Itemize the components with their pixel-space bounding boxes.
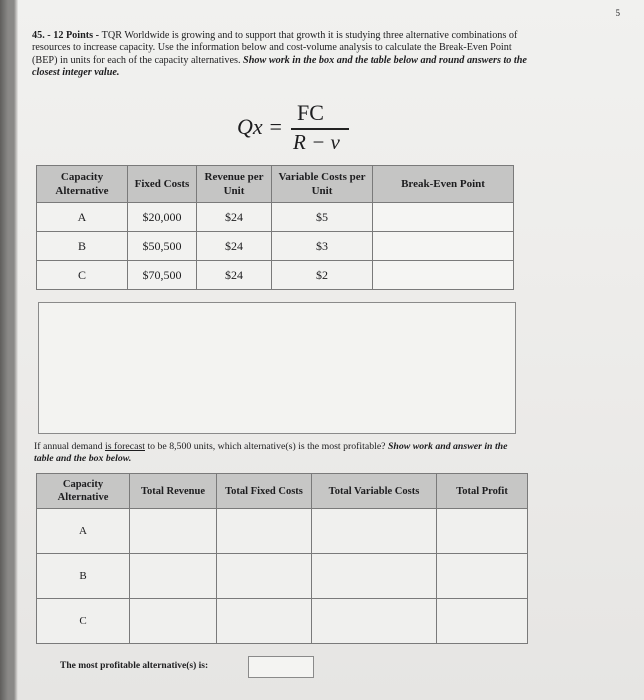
work-box[interactable]	[38, 302, 516, 434]
formula-denominator: R − v	[293, 130, 340, 154]
bep-input-cell[interactable]	[373, 203, 514, 232]
cell-revenue: $24	[197, 232, 272, 261]
total-variable-costs-input-cell[interactable]	[312, 509, 437, 554]
cell-fixed-costs: $70,500	[128, 261, 197, 290]
cell-revenue: $24	[197, 203, 272, 232]
bep-input-cell[interactable]	[373, 261, 514, 290]
bep-input-cell[interactable]	[373, 232, 514, 261]
total-profit-input-cell[interactable]	[437, 599, 528, 644]
table-row	[37, 509, 528, 554]
header-revenue-per-unit: Revenue per Unit	[197, 166, 272, 203]
bep-formula	[237, 100, 397, 160]
total-fixed-costs-input-cell[interactable]	[217, 509, 312, 554]
header-total-variable-costs: Total Variable Costs	[312, 474, 437, 509]
total-revenue-input-cell[interactable]	[130, 509, 217, 554]
cell-variable-costs: $3	[272, 232, 373, 261]
question-instruction: Show work in the box and the table below and round answers to the closest integer value.	[32, 54, 527, 79]
table-row	[37, 203, 514, 232]
bep-table	[36, 165, 514, 290]
formula-lhs: Qx =	[237, 114, 283, 139]
page-number: 5	[615, 8, 620, 18]
question-body: TQR Worldwide is growing and to support that growth it is studying three alternative combinations of resources to increase capacity. Use the information below and cost-volume analysis to calculate the Break-Even Point (BEP) in units for each of the capacity alternatives.	[32, 30, 518, 66]
demand-text-post: to be 8,500 units, which alternative(s) is the most profitable?	[145, 441, 388, 452]
demand-question	[34, 441, 524, 465]
bep-table-header	[37, 166, 514, 203]
cell-variable-costs: $5	[272, 203, 373, 232]
header-break-even-point: Break-Even Point	[373, 166, 514, 203]
cell-alternative: B	[37, 232, 128, 261]
profit-table-header	[37, 474, 528, 509]
answer-box[interactable]	[248, 656, 314, 678]
total-profit-input-cell[interactable]	[437, 509, 528, 554]
total-variable-costs-input-cell[interactable]	[312, 554, 437, 599]
header-fixed-costs: Fixed Costs	[128, 166, 197, 203]
table-row	[37, 599, 528, 644]
formula-numerator: FC	[297, 100, 324, 125]
demand-text-underlined: is forecast	[105, 441, 145, 452]
header-total-revenue: Total Revenue	[130, 474, 217, 509]
total-profit-input-cell[interactable]	[437, 554, 528, 599]
demand-instruction: Show work and answer in the table and the box below.	[34, 441, 508, 464]
answer-label: The most profitable alternative(s) is:	[60, 661, 209, 671]
profit-table	[36, 473, 528, 644]
cell-fixed-costs: $20,000	[128, 203, 197, 232]
cell-alternative: A	[37, 509, 130, 554]
header-variable-costs: Variable Costs per Unit	[272, 166, 373, 203]
table-row	[37, 232, 514, 261]
cell-revenue: $24	[197, 261, 272, 290]
total-fixed-costs-input-cell[interactable]	[217, 554, 312, 599]
cell-fixed-costs: $50,500	[128, 232, 197, 261]
cell-alternative: C	[37, 261, 128, 290]
total-revenue-input-cell[interactable]	[130, 554, 217, 599]
cell-variable-costs: $2	[272, 261, 373, 290]
demand-text-pre: If annual demand	[34, 441, 105, 452]
header-total-profit: Total Profit	[437, 474, 528, 509]
total-variable-costs-input-cell[interactable]	[312, 599, 437, 644]
question-prefix: 45. - 12 Points -	[32, 30, 102, 41]
question-text	[32, 30, 532, 80]
cell-alternative: A	[37, 203, 128, 232]
cell-alternative: C	[37, 599, 130, 644]
header-capacity-alternative: Capacity Alternative	[37, 474, 130, 509]
table-row	[37, 554, 528, 599]
total-fixed-costs-input-cell[interactable]	[217, 599, 312, 644]
header-capacity-alternative: Capacity Alternative	[37, 166, 128, 203]
header-total-fixed-costs: Total Fixed Costs	[217, 474, 312, 509]
total-revenue-input-cell[interactable]	[130, 599, 217, 644]
cell-alternative: B	[37, 554, 130, 599]
table-row	[37, 261, 514, 290]
